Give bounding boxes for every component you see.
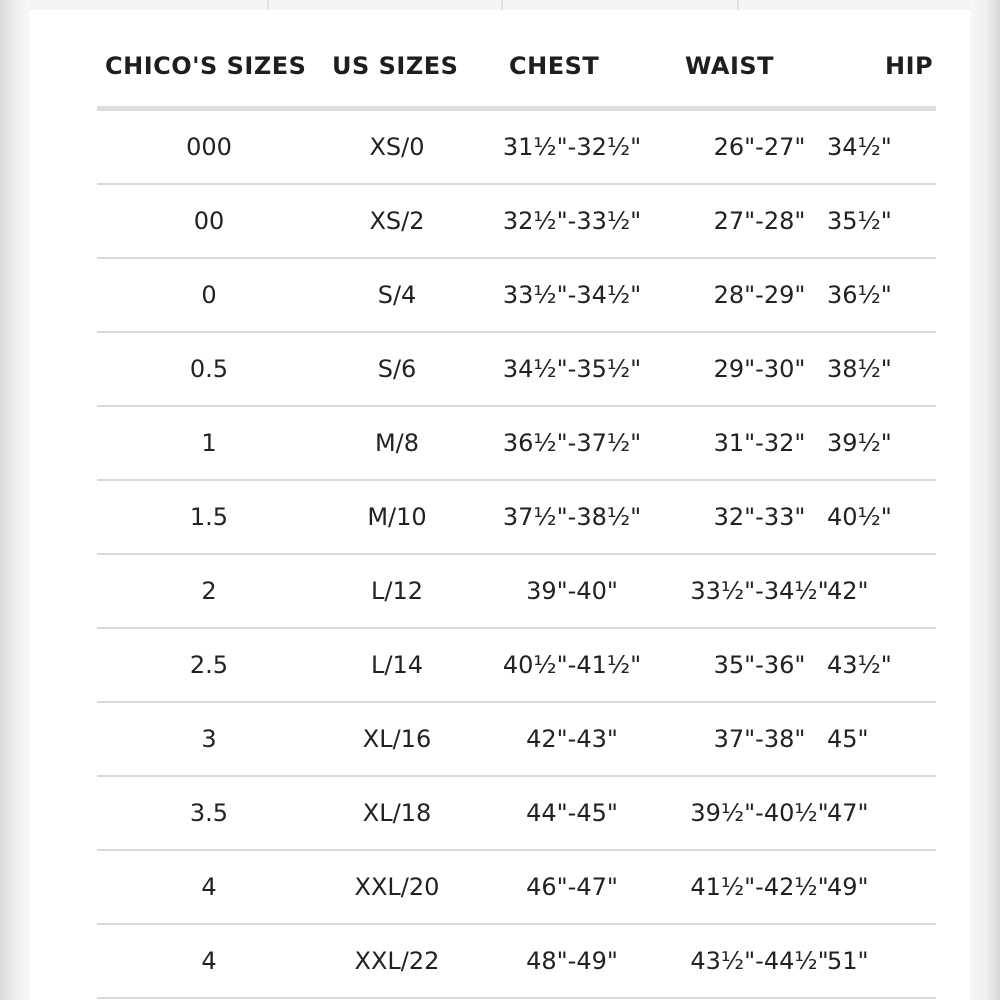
- divider: [501, 0, 503, 10]
- cell-us-size: S/4: [377, 281, 417, 309]
- cell-waist: 33½"-34½": [690, 577, 829, 605]
- cell-chest: 31½"-32½": [502, 133, 642, 161]
- cell-chest: 40½"-41½": [502, 651, 642, 679]
- cell-chest: 44"-45": [526, 799, 618, 827]
- cell-chest: 39"-40": [526, 577, 618, 605]
- cell-hip: 45": [827, 725, 869, 753]
- cell-us-size: M/10: [367, 503, 427, 531]
- table-row: [97, 185, 936, 259]
- cell-chicos-size: 0.5: [189, 355, 229, 383]
- cell-chest: 37½"-38½": [502, 503, 642, 531]
- cell-us-size: XL/16: [362, 725, 432, 753]
- cell-waist: 31"-32": [713, 429, 806, 457]
- cell-us-size: L/14: [371, 651, 423, 679]
- cell-waist: 26"-27": [713, 133, 806, 161]
- cell-hip: 42": [827, 577, 869, 605]
- cell-chicos-size: 000: [186, 133, 232, 161]
- size-chart-table: [97, 10, 936, 1000]
- cell-hip: 51": [827, 947, 869, 975]
- cell-hip: 39½": [827, 429, 892, 457]
- cell-us-size: XS/2: [369, 207, 425, 235]
- cell-waist: 35"-36": [713, 651, 806, 679]
- table-row: [97, 555, 936, 629]
- cell-chest: 42"-43": [526, 725, 618, 753]
- cell-us-size: M/8: [374, 429, 420, 457]
- divider: [267, 0, 269, 10]
- table-row: [97, 407, 936, 481]
- table-row: [97, 777, 936, 851]
- cell-chicos-size: 2: [201, 577, 217, 605]
- cell-us-size: XXL/22: [354, 947, 440, 975]
- divider: [737, 0, 739, 10]
- cell-chicos-size: 3.5: [189, 799, 229, 827]
- cell-chicos-size: 4: [201, 947, 217, 975]
- table-row: [97, 851, 936, 925]
- cell-chicos-size: 00: [193, 207, 225, 235]
- column-header-waist: WAIST: [685, 52, 775, 80]
- table-body: [97, 111, 936, 999]
- table-row: [97, 703, 936, 777]
- cell-waist: 41½"-42½": [690, 873, 829, 901]
- cell-us-size: S/6: [377, 355, 417, 383]
- cell-waist: 28"-29": [713, 281, 806, 309]
- cell-waist: 29"-30": [713, 355, 806, 383]
- cell-chest: 33½"-34½": [502, 281, 642, 309]
- cell-chest: 32½"-33½": [502, 207, 642, 235]
- cell-hip: 36½": [827, 281, 892, 309]
- cell-chest: 34½"-35½": [502, 355, 642, 383]
- cell-hip: 38½": [827, 355, 892, 383]
- cell-us-size: XL/18: [362, 799, 432, 827]
- table-row: [97, 111, 936, 185]
- cell-us-size: L/12: [371, 577, 423, 605]
- table-header-row: [97, 10, 936, 106]
- cell-waist: 32"-33": [713, 503, 806, 531]
- cell-hip: 49": [827, 873, 869, 901]
- cell-chest: 48"-49": [526, 947, 618, 975]
- cell-hip: 43½": [827, 651, 892, 679]
- cell-us-size: XXL/20: [354, 873, 440, 901]
- cell-waist: 27"-28": [713, 207, 806, 235]
- size-chart-card: [30, 10, 970, 1000]
- cell-chest: 36½"-37½": [502, 429, 642, 457]
- cell-waist: 39½"-40½": [690, 799, 829, 827]
- column-header-chest: CHEST: [509, 52, 600, 80]
- table-row: [97, 333, 936, 407]
- cell-hip: 35½": [827, 207, 892, 235]
- cell-chicos-size: 1.5: [189, 503, 229, 531]
- table-row: [97, 259, 936, 333]
- table-row: [97, 481, 936, 555]
- table-row: [97, 925, 936, 999]
- cell-chicos-size: 2.5: [189, 651, 229, 679]
- cell-hip: 47": [827, 799, 869, 827]
- cell-hip: 40½": [827, 503, 892, 531]
- cell-us-size: XS/0: [369, 133, 425, 161]
- cell-hip: 34½": [827, 133, 892, 161]
- cell-waist: 43½"-44½": [690, 947, 829, 975]
- table-row: [97, 629, 936, 703]
- cell-chicos-size: 1: [201, 429, 217, 457]
- cell-chicos-size: 4: [201, 873, 217, 901]
- column-header-hip: HIP: [885, 52, 934, 80]
- cell-chicos-size: 0: [201, 281, 217, 309]
- cell-chicos-size: 3: [201, 725, 217, 753]
- cell-waist: 37"-38": [713, 725, 806, 753]
- column-header-us-sizes: US SIZES: [332, 52, 459, 80]
- cell-chest: 46"-47": [526, 873, 618, 901]
- column-header-chicos-sizes: CHICO'S SIZES: [105, 52, 307, 80]
